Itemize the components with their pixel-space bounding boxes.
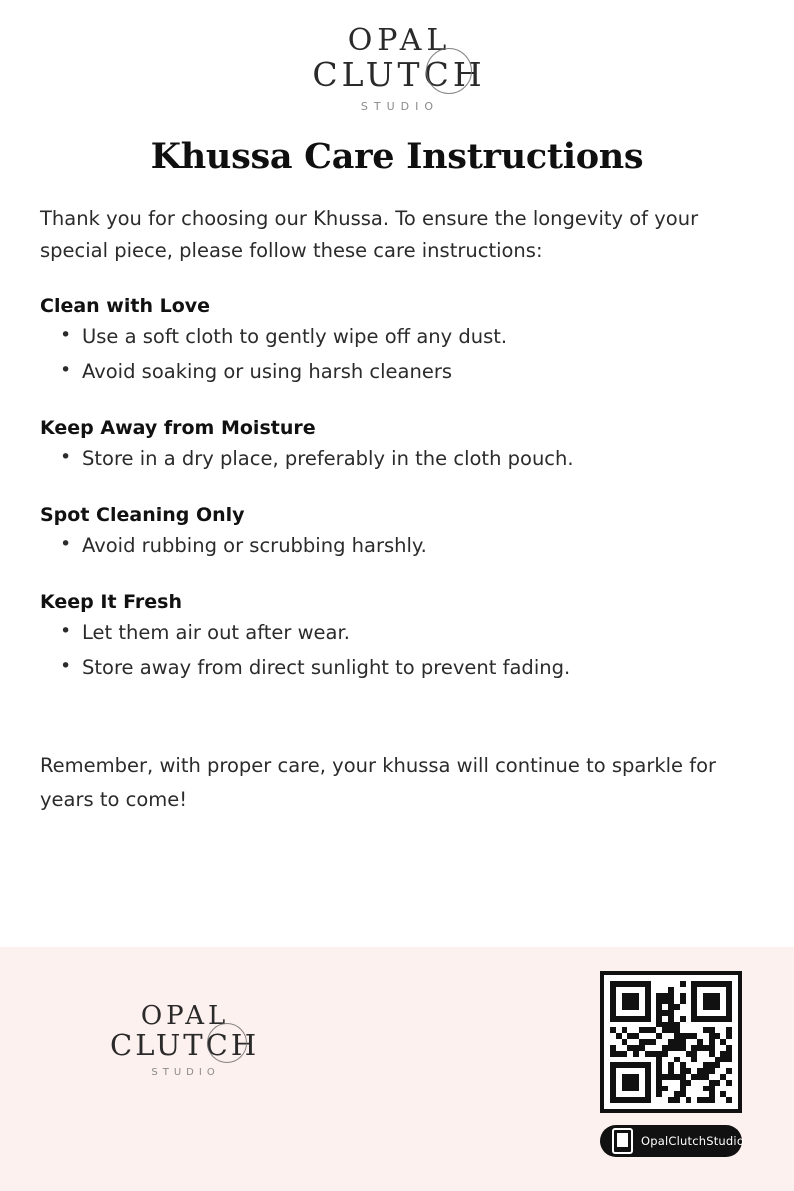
care-section-clean-with-love (40, 295, 754, 389)
section-bullet-list (40, 528, 754, 563)
intro-paragraph: Thank you for choosing our Khussa. To ensure the longevity of your special piece, please follow these care instructions: (40, 207, 699, 262)
phone-icon (612, 1128, 633, 1154)
list-item: • Store away from direct sunlight to prevent fading. (40, 650, 754, 685)
closing-paragraph: Remember, with proper care, your khussa will continue to sparkle for years to come! (40, 754, 717, 811)
section-bullet-list (40, 615, 754, 685)
logo-line-opal: OPAL (347, 23, 452, 58)
header-logo (0, 0, 794, 114)
footer-logo (106, 1003, 259, 1079)
instagram-handle-badge[interactable] (600, 1125, 745, 1157)
section-bullet-list (40, 441, 754, 476)
qr-code-icon[interactable] (600, 971, 742, 1113)
qr-handle-label: OpalClutchStudio (641, 1134, 745, 1148)
section-heading: Spot Cleaning Only (40, 504, 245, 526)
list-item: • Store in a dry place, preferably in the cloth pouch. (40, 441, 754, 476)
care-section-keep-away-from-moisture (40, 417, 754, 476)
list-item: • Avoid rubbing or scrubbing harshly. (40, 528, 754, 563)
list-item: • Avoid soaking or using harsh cleaners (40, 354, 754, 389)
list-item: • Use a soft cloth to gently wipe off any dust. (40, 319, 754, 354)
logo-mark (308, 23, 486, 113)
section-heading: Keep It Fresh (40, 591, 182, 613)
qr-modules (610, 981, 732, 1103)
footer-logo-line-clutch: CLUTCH (110, 1028, 260, 1062)
care-section-spot-cleaning-only (40, 504, 754, 563)
footer-band (0, 947, 794, 1191)
logo-circle-icon (426, 48, 472, 94)
document-body (0, 203, 794, 947)
footer-logo-line-opal: OPAL (140, 1001, 230, 1031)
logo-circle-icon (207, 1023, 247, 1063)
care-section-keep-it-fresh (40, 591, 754, 685)
qr-area (600, 971, 745, 1157)
page-title: Khussa Care Instructions (150, 136, 644, 177)
section-heading: Clean with Love (40, 295, 211, 317)
section-heading: Keep Away from Moisture (40, 417, 316, 439)
list-item: • Let them air out after wear. (40, 615, 754, 650)
logo-line-studio: STUDIO (360, 100, 440, 113)
logo-line-clutch: CLUTCH (312, 55, 486, 94)
section-bullet-list (40, 319, 754, 389)
footer-logo-line-studio: STUDIO (151, 1067, 220, 1078)
footer-logo-mark (106, 1003, 259, 1078)
